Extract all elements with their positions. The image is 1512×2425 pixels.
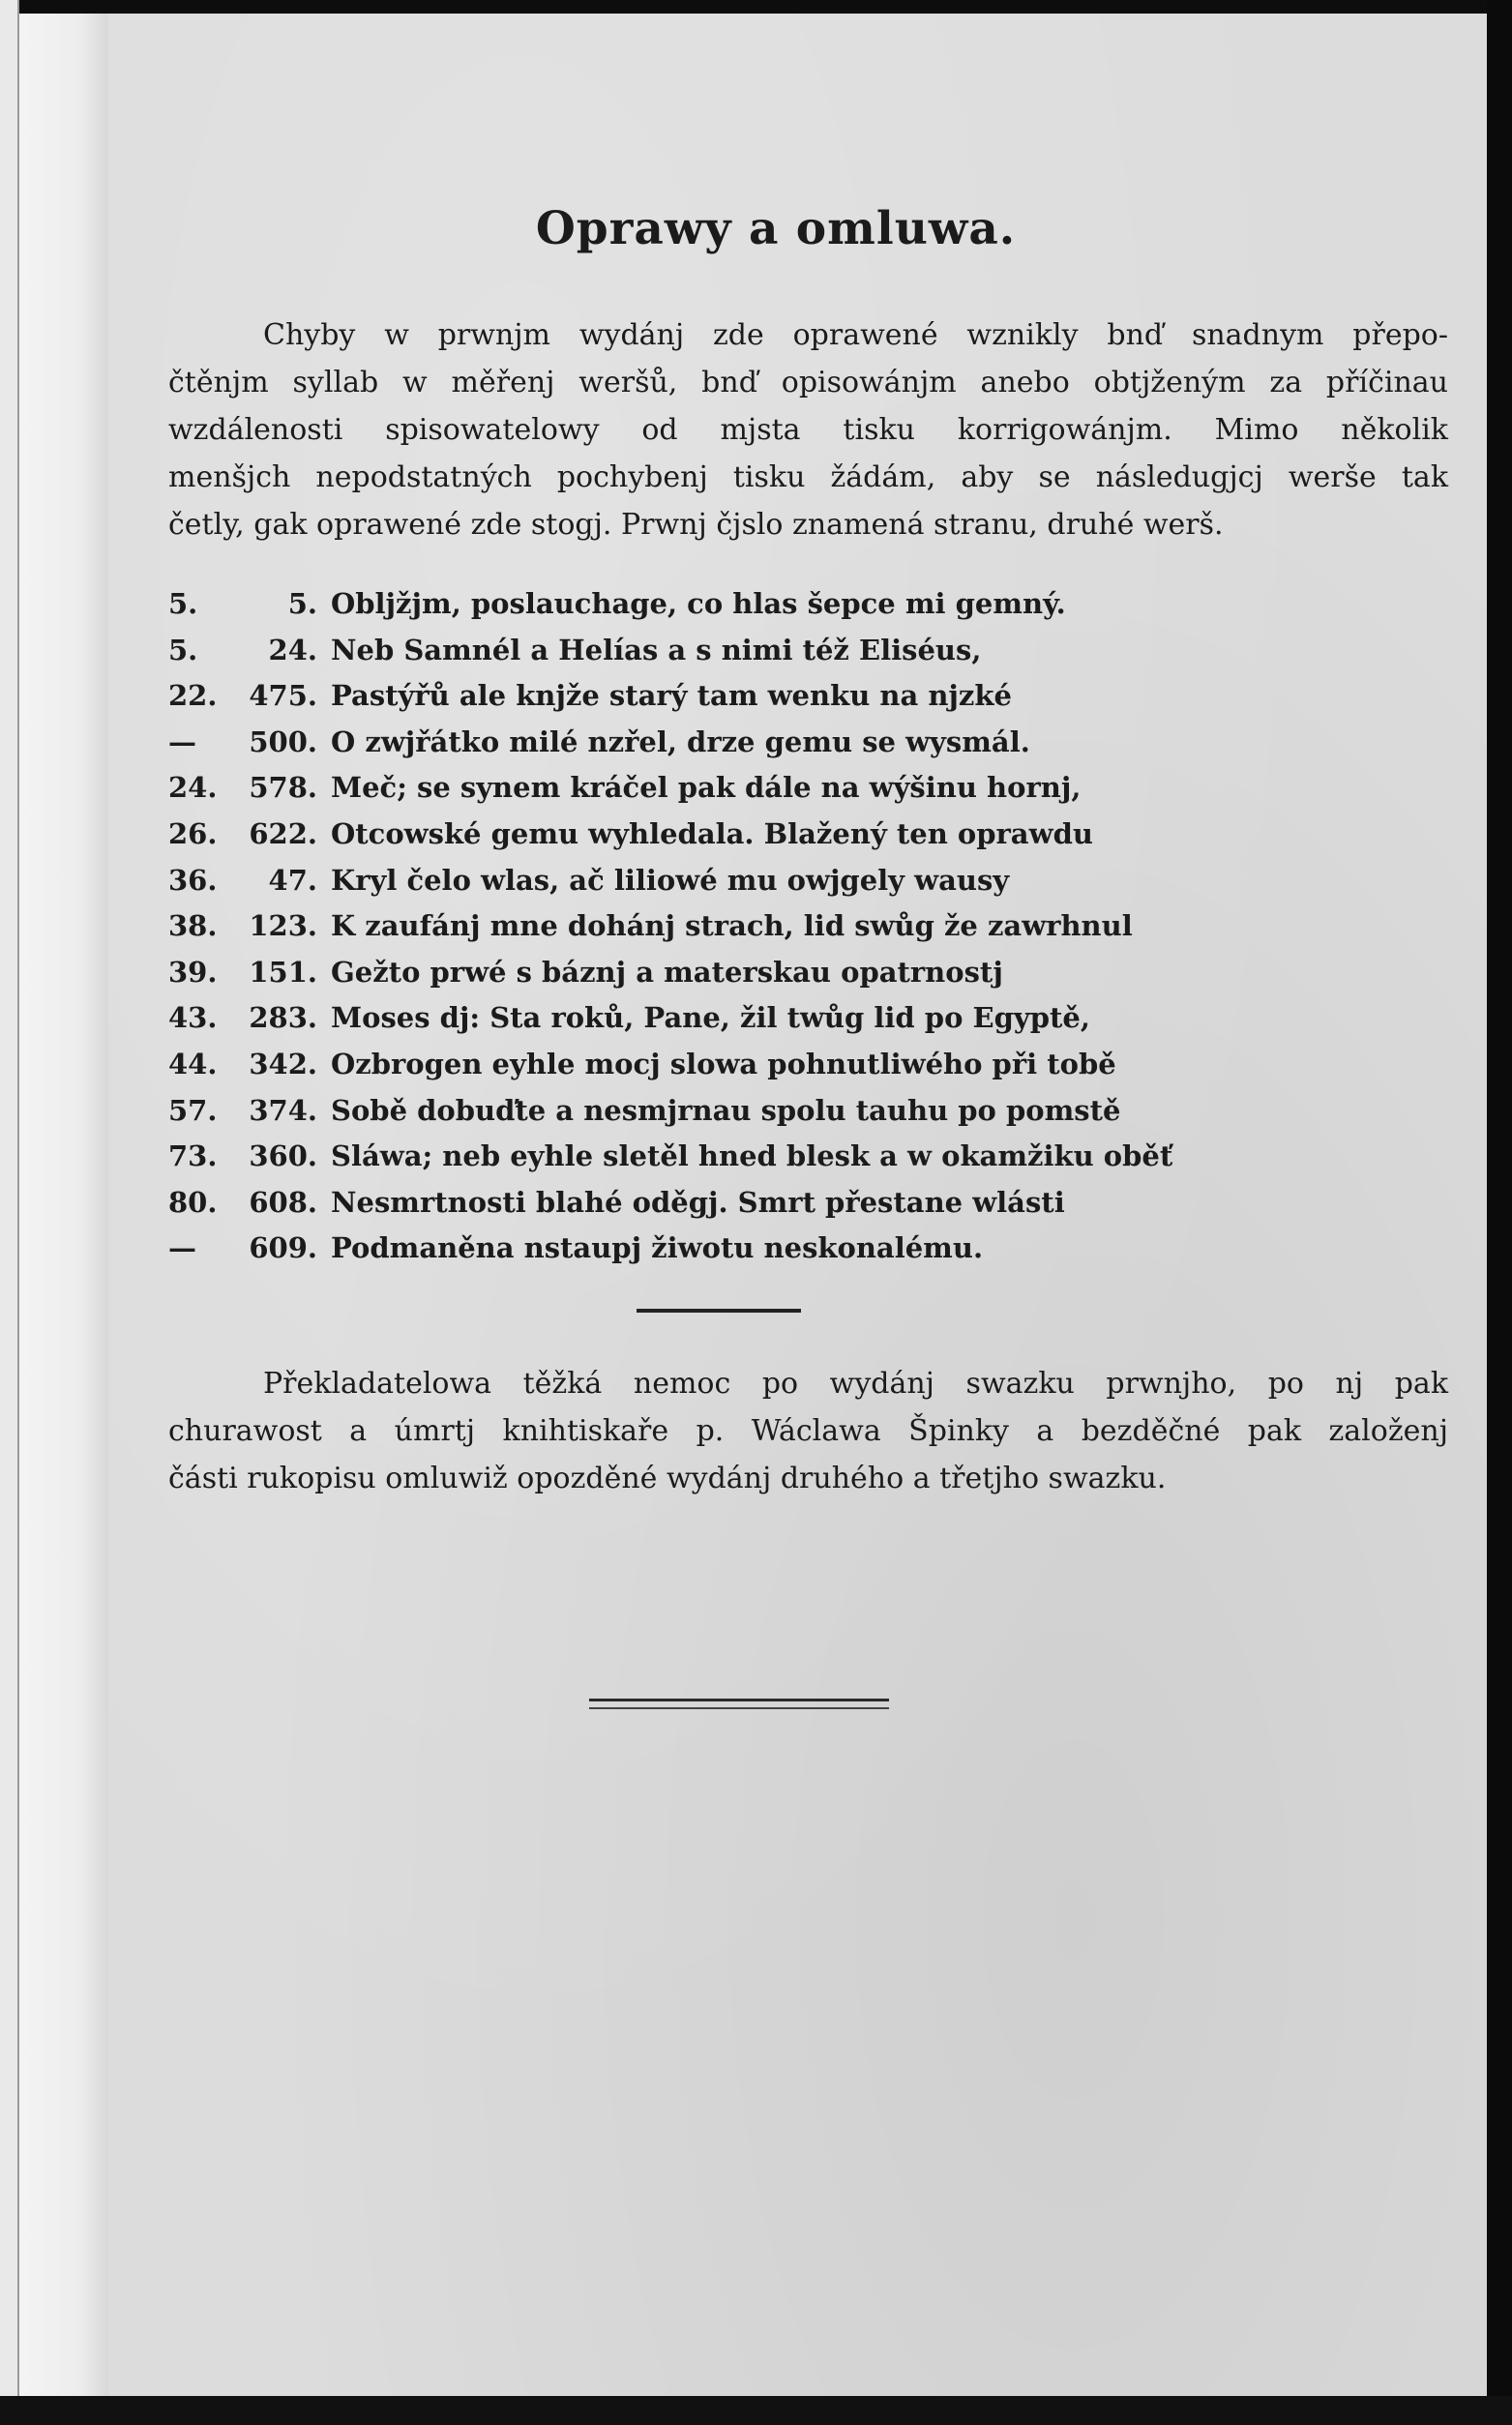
- errata-text: Gežto prwé s báznj a materskau opatrnostj: [331, 955, 1003, 989]
- note-line: Překladatelowa těžká nemoc po wydánj swazku prwnjho, po nj pak: [263, 1367, 1448, 1401]
- errata-text: Moses dj: Sta roků, Pane, žil twůg lid po Egyptě,: [331, 1001, 1090, 1035]
- errata-page: 73.: [168, 1139, 218, 1173]
- errata-page: 5.: [168, 587, 198, 620]
- scan-frame-bottom: [0, 2396, 1512, 2425]
- errata-row: [168, 1134, 1232, 1180]
- errata-page: 24.: [168, 771, 218, 805]
- errata-verse: 500.: [249, 725, 317, 758]
- scan-frame-top: [0, 0, 1512, 14]
- scan-frame-left: [0, 0, 19, 2425]
- errata-text: Sobě dobuďte a nesmjrnau spolu tauhu po pomstě: [331, 1093, 1121, 1127]
- errata-verse: 374.: [249, 1093, 317, 1127]
- errata-verse: 609.: [249, 1231, 317, 1265]
- intro-line: čtěnjm syllab w měřenj weršů, bnď opisowánjm anebo obtjženým za příčinau: [168, 366, 1448, 399]
- errata-row: [168, 581, 1232, 628]
- scan-frame-right: [1487, 0, 1512, 2425]
- section-divider: [637, 1309, 801, 1313]
- errata-text: Ozbrogen eyhle mocj slowa pohnutliwého při tobě: [331, 1047, 1116, 1080]
- errata-text: Kryl čelo wlas, ač liliowé mu owjgely wausy: [331, 863, 1010, 897]
- errata-row: [168, 858, 1232, 904]
- intro-paragraph: [168, 311, 1448, 548]
- errata-page: 39.: [168, 955, 218, 989]
- errata-verse: 608.: [249, 1185, 317, 1219]
- errata-verse: 24.: [268, 633, 317, 666]
- errata-verse: 123.: [249, 909, 317, 943]
- errata-text: Meč; se synem kráčel pak dále na wýšinu hornj,: [331, 771, 1082, 805]
- page-title: Oprawy a omluwa.: [535, 202, 1017, 255]
- errata-row: [168, 995, 1232, 1042]
- end-rule: [589, 1699, 889, 1709]
- errata-page: 26.: [168, 816, 218, 850]
- errata-row: [168, 720, 1232, 766]
- errata-row: [168, 1088, 1232, 1135]
- errata-page: 5.: [168, 633, 198, 666]
- errata-text: Sláwa; neb eyhle sletěl hned blesk a w okamžiku oběť: [331, 1139, 1173, 1173]
- note-paragraph: [168, 1360, 1448, 1502]
- intro-line: wzdálenosti spisowatelowy od mjsta tisku korrigowánjm. Mimo několik: [168, 413, 1448, 447]
- errata-page: 22.: [168, 679, 218, 713]
- intro-line: menšjch nepodstatných pochybenj tisku žádám, aby se následugjcj werše tak: [168, 460, 1448, 494]
- intro-line: četly, gak oprawené zde stogj. Prwnj čjslo znamená stranu, druhé werš.: [168, 508, 1224, 542]
- errata-row: [168, 628, 1232, 674]
- errata-verse: 5.: [287, 587, 317, 620]
- errata-row: [168, 1042, 1232, 1088]
- note-line: churawost a úmrtj knihtiskaře p. Wáclawa Špinky a bezděčné pak založenj: [168, 1414, 1448, 1448]
- errata-row: [168, 950, 1232, 996]
- note-line: části rukopisu omluwiž opozděné wydánj druhého a třetjho swazku.: [168, 1462, 1167, 1495]
- errata-text: Pastýřů ale knjže starý tam wenku na njzké: [331, 679, 1012, 713]
- errata-text: Otcowské gemu wyhledala. Blažený ten oprawdu: [331, 816, 1093, 850]
- errata-text: Podmaněna nstaupj žiwotu neskonalému.: [331, 1231, 984, 1265]
- errata-row: [168, 1226, 1232, 1272]
- errata-page: 57.: [168, 1093, 218, 1127]
- errata-row: [168, 903, 1232, 950]
- errata-verse: 342.: [249, 1047, 317, 1080]
- errata-page: 38.: [168, 909, 218, 943]
- errata-verse: 475.: [249, 679, 317, 713]
- errata-verse: 47.: [268, 863, 317, 897]
- errata-page: 43.: [168, 1001, 218, 1035]
- errata-row: [168, 812, 1232, 858]
- errata-verse: 151.: [249, 955, 317, 989]
- errata-text: K zaufánj mne dohánj strach, lid swůg že zawrhnul: [331, 909, 1133, 943]
- document-page: [108, 14, 1487, 2396]
- errata-page: —: [168, 1231, 196, 1265]
- errata-list: [168, 581, 1232, 1272]
- errata-row: [168, 673, 1232, 720]
- errata-row: [168, 765, 1232, 812]
- errata-page: 44.: [168, 1047, 218, 1080]
- errata-verse: 360.: [249, 1139, 317, 1173]
- errata-row: [168, 1180, 1232, 1227]
- errata-page: 80.: [168, 1185, 218, 1219]
- page-gutter: [19, 14, 108, 2396]
- errata-page: —: [168, 725, 196, 758]
- errata-text: O zwjřátko milé nzřel, drze gemu se wysmál.: [331, 725, 1030, 758]
- errata-text: Nesmrtnosti blahé oděgj. Smrt přestane wlásti: [331, 1185, 1065, 1219]
- errata-verse: 578.: [249, 771, 317, 805]
- intro-line: Chyby w prwnjm wydánj zde oprawené wznikly bnď snadnym přepo-: [263, 318, 1448, 352]
- errata-verse: 622.: [249, 816, 317, 850]
- errata-text: Neb Samnél a Helías a s nimi též Eliséus,: [331, 633, 982, 666]
- errata-page: 36.: [168, 863, 218, 897]
- errata-text: Obljžjm, poslauchage, co hlas šepce mi gemný.: [331, 587, 1066, 620]
- errata-verse: 283.: [249, 1001, 317, 1035]
